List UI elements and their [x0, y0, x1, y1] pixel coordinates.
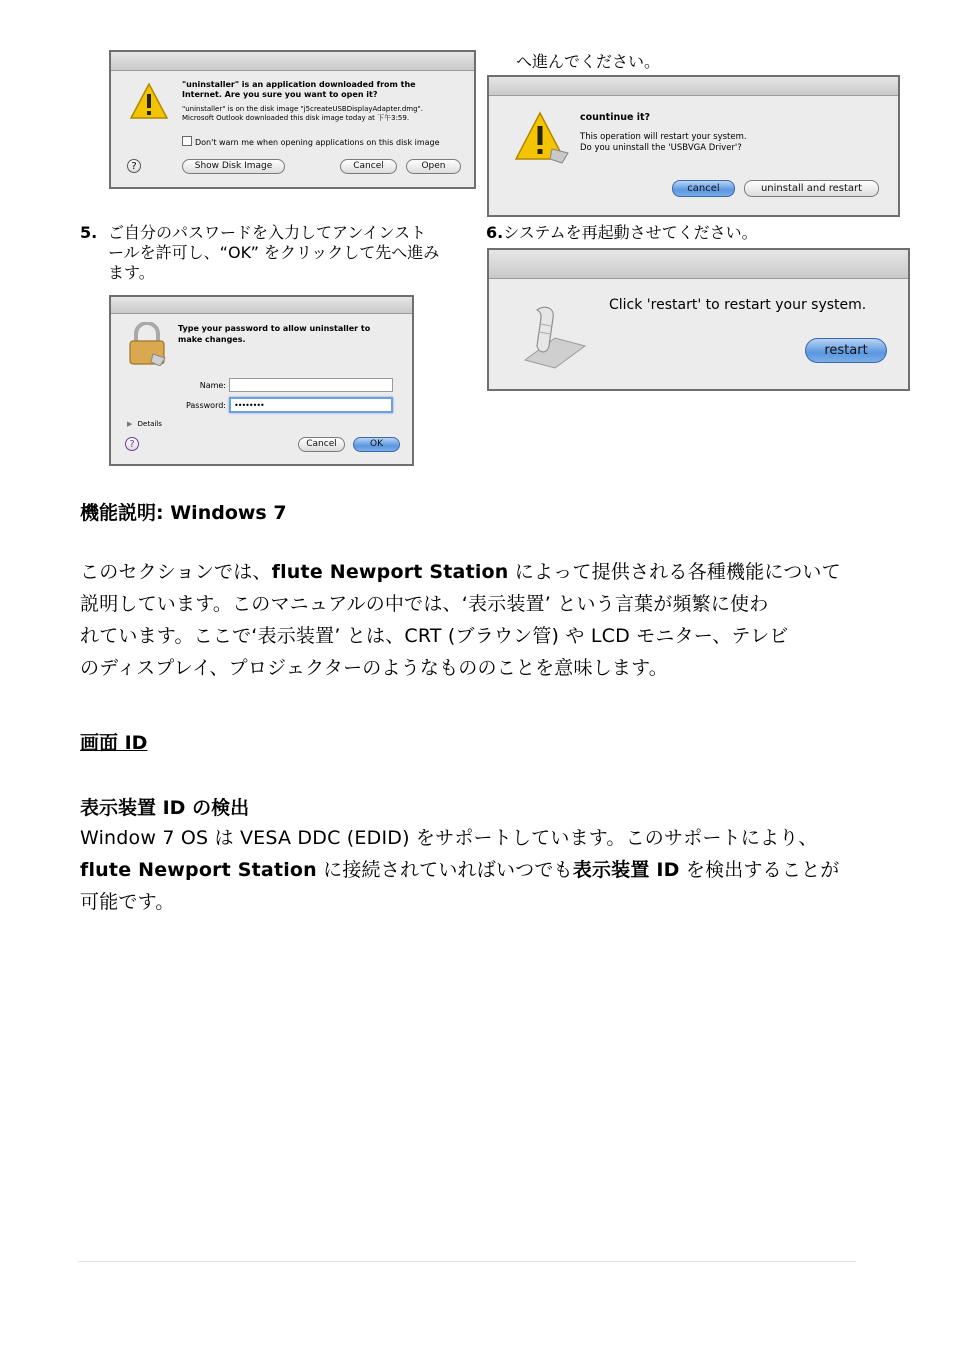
- help-button[interactable]: ?: [127, 159, 141, 173]
- intro-paragraph: [80, 556, 880, 684]
- footer-divider: [78, 1261, 856, 1262]
- detect-line3: 可能です。: [80, 891, 175, 913]
- intro-line4: のディスプレイ、プロジェクターのようなもののことを意味します。: [80, 657, 668, 679]
- intro-line1-a: このセクションでは、: [80, 561, 272, 583]
- step5-line3: ます。: [108, 263, 155, 282]
- dont-warn-checkbox[interactable]: [182, 136, 192, 146]
- step6-number: 6.: [486, 223, 504, 242]
- dialog-titlebar: [111, 297, 412, 314]
- section-title: [80, 498, 287, 525]
- show-disk-image-button[interactable]: Show Disk Image: [182, 159, 285, 174]
- section-title-suffix: : Windows 7: [156, 502, 287, 524]
- intro-product-name: flute Newport Station: [271, 561, 509, 583]
- step5-line1: ご自分のパスワードを入力してアンインスト: [108, 223, 427, 242]
- disclosure-triangle-icon: ▶: [127, 420, 133, 428]
- script-icon: [515, 302, 591, 372]
- caption-proceed: へ進んでください。: [516, 52, 661, 71]
- uninstall-and-restart-button[interactable]: uninstall and restart: [744, 180, 879, 197]
- step6-text: [486, 223, 758, 243]
- continue-title: countinue it?: [580, 112, 651, 123]
- restart-message: Click 'restart' to restart your system.: [609, 297, 867, 313]
- detect-heading: 表示装置 ID の検出: [80, 797, 250, 819]
- password-prompt-line2: make changes.: [178, 335, 246, 344]
- detect-line1: Window 7 OS は VESA DDC (EDID) をサポートしています。このサポートにより、: [80, 827, 818, 849]
- password-value: ••••••••: [234, 401, 264, 410]
- cancel-button[interactable]: Cancel: [298, 437, 345, 452]
- password-field[interactable]: [229, 397, 393, 413]
- screen-id-heading: 画面 ID: [80, 732, 148, 754]
- detect-paragraph: [80, 822, 880, 918]
- unverified-app-dialog: [109, 50, 476, 189]
- details-label: Details: [137, 420, 162, 428]
- step5-number: 5.: [80, 223, 98, 242]
- section-title-label: 機能説明: [80, 502, 157, 524]
- step5-line2: ールを許可し、“OK” をクリックして先へ進み: [108, 243, 440, 262]
- intro-line2: 説明しています。このマニュアルの中では、‘表示装置’ という言葉が頻繁に使わ: [80, 593, 769, 615]
- detect-line2-d: を検出することが: [679, 859, 840, 881]
- step6-label: システムを再起動させてください。: [503, 223, 758, 242]
- lock-icon: [127, 322, 167, 366]
- detect-product-name: flute Newport Station: [80, 859, 317, 881]
- warning-icon: [129, 82, 169, 120]
- password-prompt-line1: Type your password to allow uninstaller to: [178, 324, 371, 333]
- dialog-info-line1: "uninstaller" is on the disk image "j5createUSBDisplayAdapter.dmg".: [182, 105, 424, 113]
- restart-dialog: [487, 248, 910, 391]
- dialog-titlebar: [111, 52, 474, 71]
- detect-line2-b: に接続されていればいつでも: [316, 859, 573, 881]
- intro-line3: れています。ここで‘表示装置’ とは、CRT (ブラウン管) や LCD モニター、テレビ: [80, 625, 789, 647]
- dialog-info-line2: Microsoft Outlook downloaded this disk image today at 下午3:59.: [182, 113, 410, 122]
- name-field[interactable]: [229, 378, 393, 392]
- open-button[interactable]: Open: [406, 159, 461, 174]
- dialog-title-line2: Internet. Are you sure you want to open it?: [182, 90, 378, 99]
- continue-line2: Do you uninstall the 'USBVGA Driver'?: [580, 143, 742, 153]
- continue-line1: This operation will restart your system.: [580, 132, 747, 142]
- intro-line1-c: によって提供される各種機能について: [508, 561, 841, 583]
- name-label: Name:: [199, 381, 226, 390]
- ok-button[interactable]: OK: [353, 437, 400, 452]
- password-dialog: [109, 295, 414, 466]
- warning-icon: [514, 109, 570, 165]
- cancel-button[interactable]: Cancel: [340, 159, 397, 174]
- dialog-titlebar: [489, 77, 898, 96]
- help-button[interactable]: ?: [125, 437, 139, 451]
- detect-display-id: 表示装置 ID: [572, 859, 680, 881]
- continue-dialog: [487, 75, 900, 217]
- dialog-titlebar: [489, 250, 908, 279]
- dialog-title-line1: "uninstaller" is an application downloaded from the: [182, 80, 416, 89]
- password-label: Password:: [185, 401, 226, 410]
- dont-warn-label: Don't warn me when opening applications on this disk image: [195, 138, 440, 147]
- cancel-button[interactable]: cancel: [672, 180, 735, 197]
- details-disclosure[interactable]: [127, 420, 162, 428]
- step5-text: [80, 223, 475, 283]
- restart-button[interactable]: restart: [805, 338, 887, 363]
